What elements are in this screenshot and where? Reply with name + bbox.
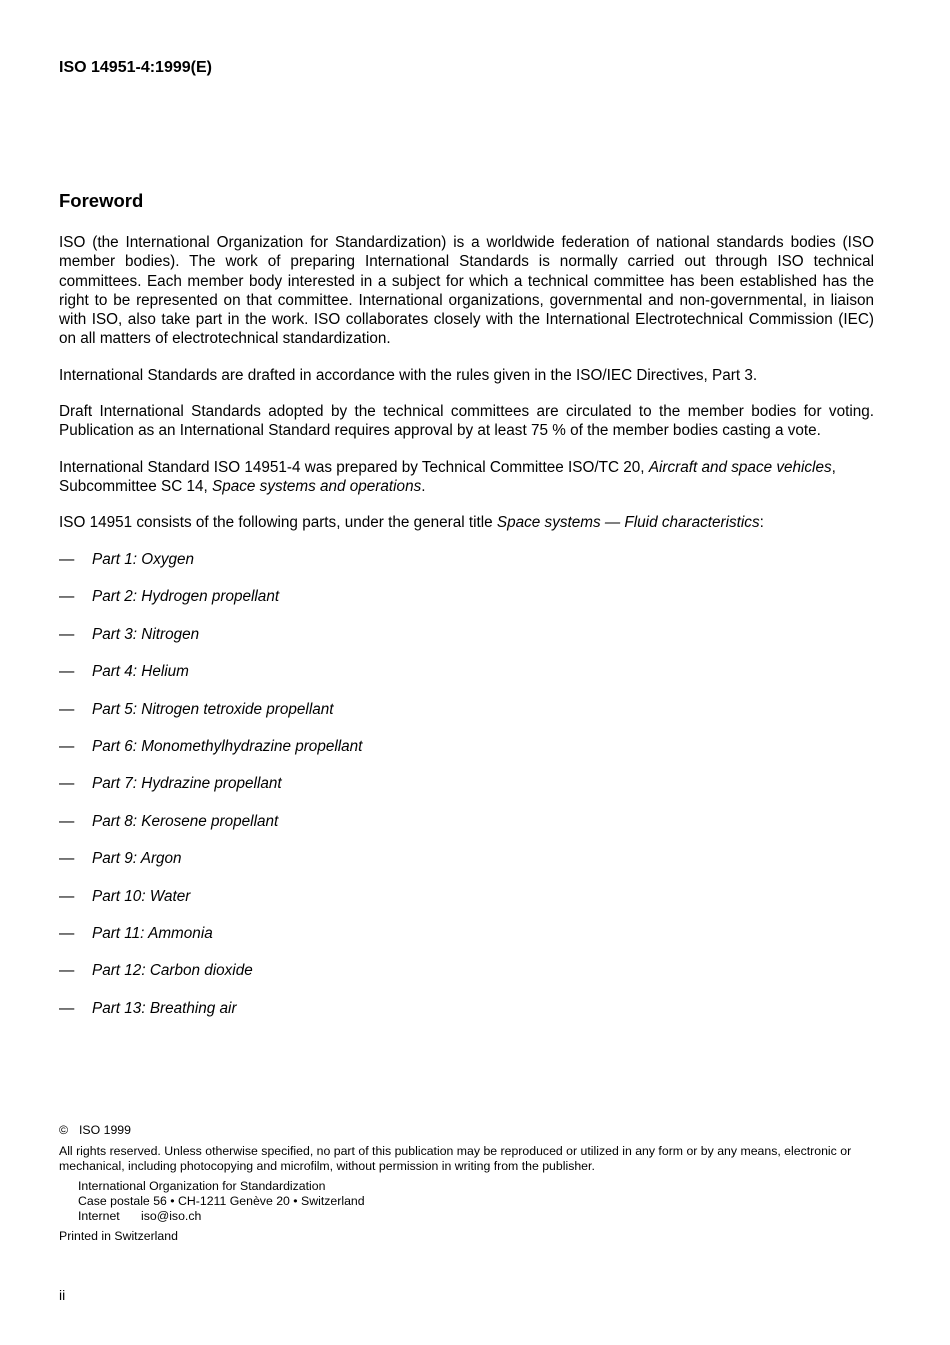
copyright-block: [59, 1123, 874, 1244]
foreword-paragraph-3: Draft International Standards adopted by the technical committees are circulated to the member bodies for voting. Publication as an International Standard requires approval by at least 75 % of the member bodies casting a vote.: [59, 403, 874, 440]
dash: —: [59, 775, 75, 793]
list-item: [59, 925, 874, 962]
list-item: [59, 850, 874, 887]
part-label: Part 12: Carbon dioxide: [92, 962, 253, 980]
foreword-body: [59, 233, 874, 550]
list-item: [59, 551, 874, 588]
printed-in: Printed in Switzerland: [59, 1229, 178, 1243]
part-label: Part 6: Monomethylhydrazine propellant: [92, 737, 363, 755]
part-label: Part 13: Breathing air: [92, 999, 237, 1017]
list-item: [59, 962, 874, 999]
list-item: [59, 813, 874, 850]
dash: —: [59, 737, 75, 755]
part-label: Part 7: Hydrazine propellant: [92, 775, 282, 793]
part-label: Part 5: Nitrogen tetroxide propellant: [92, 700, 334, 718]
dash: —: [59, 887, 75, 905]
part-label: Part 9: Argon: [92, 850, 182, 868]
copyright-line: [59, 1123, 874, 1138]
list-item: [59, 701, 874, 738]
foreword-paragraph-1: ISO (the International Organization for Standardization) is a worldwide federation of national standards bodies (ISO member bodies). The work of preparing International Standards is normally carried out through ISO technical committees. Each member body interested in a subject for which a technical committee has been established has the right to be represented on that committee. International organizations, governmental and non-governmental, in liaison with ISO, also take part in the work. ISO collaborates closely with the International Electrotechnical Commission (IEC) on all matters of electrotechnical standardization.: [59, 234, 874, 348]
part-label: Part 10: Water: [92, 887, 191, 905]
part-label: Part 4: Helium: [92, 663, 189, 681]
part-label: Part 2: Hydrogen propellant: [92, 588, 280, 606]
part-label: Part 8: Kerosene propellant: [92, 812, 279, 830]
dash: —: [59, 999, 75, 1017]
parts-intro-paragraph: [59, 513, 874, 532]
subcommittee-name: Space systems and operations: [212, 477, 422, 495]
parts-intro-text-2: :: [759, 514, 764, 532]
dash: —: [59, 850, 75, 868]
dash: —: [59, 700, 75, 718]
part-label: Part 11: Ammonia: [92, 924, 213, 942]
internet-label: Internet: [78, 1209, 120, 1223]
postal-address: Case postale 56 • CH-1211 Genève 20 • Switzerland: [78, 1194, 365, 1208]
internet-line: [78, 1209, 874, 1224]
dash: —: [59, 962, 75, 980]
list-item: [59, 663, 874, 700]
publisher-address: [59, 1179, 874, 1224]
parts-intro-text-1: ISO 14951 consists of the following parts, under the general title: [59, 514, 497, 532]
general-title: Space systems — Fluid characteristics: [496, 514, 760, 532]
list-item: [59, 588, 874, 625]
org-name: International Organization for Standardization: [78, 1179, 326, 1193]
part-label: Part 3: Nitrogen: [92, 625, 200, 643]
prepared-text-1: International Standard ISO 14951-4 was prepared by Technical Committee ISO/TC 20,: [59, 458, 649, 476]
document-id: ISO 14951-4:1999(E): [59, 59, 212, 76]
committee-name: Aircraft and space vehicles: [648, 458, 832, 476]
copyright-year: ISO 1999: [79, 1123, 131, 1137]
dash: —: [59, 625, 75, 643]
dash: —: [59, 812, 75, 830]
prepared-text-3: .: [421, 477, 426, 495]
foreword-heading: Foreword: [59, 190, 144, 211]
part-label: Part 1: Oxygen: [92, 551, 195, 568]
foreword-paragraph-2: International Standards are drafted in accordance with the rules given in the ISO/IEC Directives, Part 3.: [59, 366, 758, 384]
list-item: [59, 1000, 874, 1037]
dash: —: [59, 924, 75, 942]
rights-statement: All rights reserved. Unless otherwise specified, no part of this publication may be reproduced or utilized in any form or by any means, electronic or mechanical, including photocopying and microfilm, without permission in writing from the publisher.: [59, 1144, 852, 1173]
list-item: [59, 888, 874, 925]
prepared-text-2: , Subcommittee SC 14,: [59, 458, 836, 495]
parts-list: [59, 551, 874, 1037]
prepared-by-paragraph: [59, 458, 874, 497]
page-number: ii: [59, 1287, 66, 1303]
dash: —: [59, 551, 75, 568]
copyright-symbol: ©: [59, 1123, 69, 1137]
email-address: iso@iso.ch: [141, 1209, 202, 1223]
list-item: [59, 775, 874, 812]
dash: —: [59, 588, 75, 606]
dash: —: [59, 663, 75, 681]
list-item: [59, 626, 874, 663]
list-item: [59, 738, 874, 775]
